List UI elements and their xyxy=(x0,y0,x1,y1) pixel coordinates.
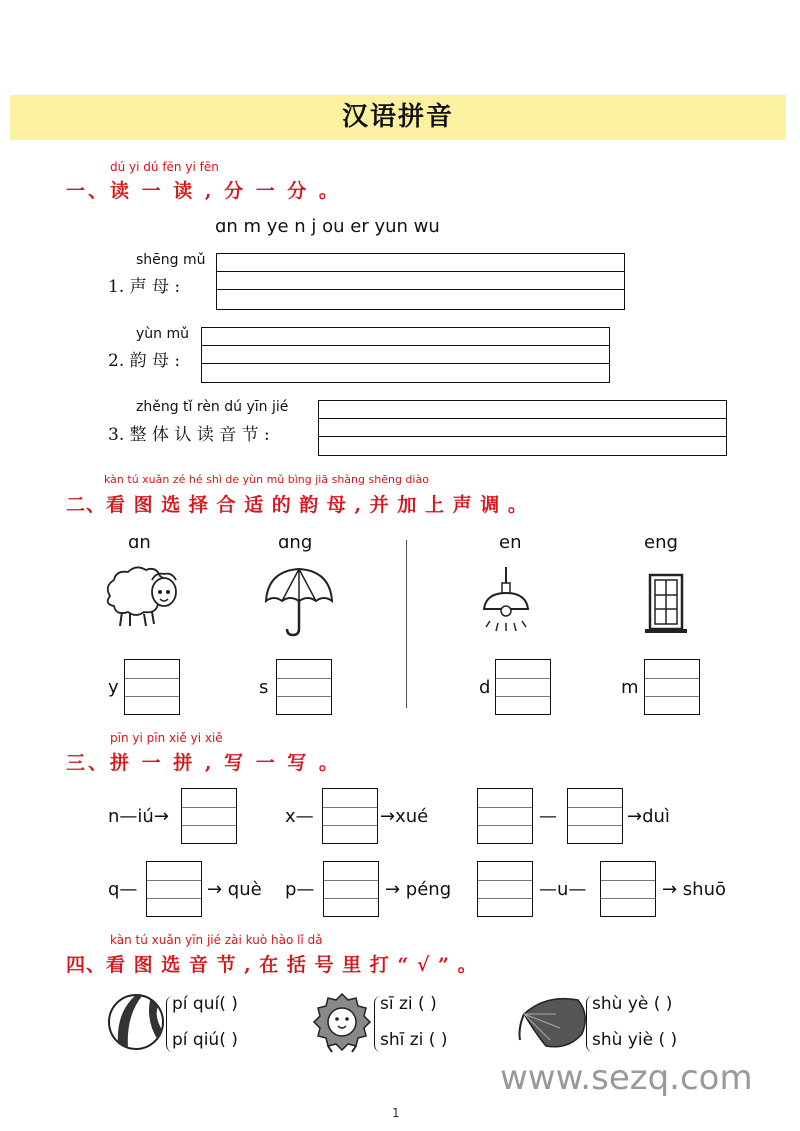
row1-box4[interactable] xyxy=(567,788,623,844)
row1-item1: n—iú→ xyxy=(108,806,169,827)
item2-writing-box[interactable] xyxy=(201,327,610,383)
option-an: ɑn xyxy=(128,532,151,553)
section3-heading: 三、拼 一 拼 , 写 一 写 。 xyxy=(66,752,341,774)
item2-label: 2. 韵 母 : xyxy=(108,351,181,371)
answer-box-s[interactable] xyxy=(276,659,332,715)
initial-d: d xyxy=(479,677,491,698)
item2-pinyin: yùn mǔ xyxy=(136,326,189,342)
answer-box-y[interactable] xyxy=(124,659,180,715)
item3-label: 3. 整 体 认 读 音 节 : xyxy=(108,425,270,445)
option-eng: eng xyxy=(644,532,678,553)
row2-item1: q— xyxy=(108,879,138,900)
initial-m: m xyxy=(621,677,639,698)
section4-heading: 四、看 图 选 音 节 , 在 括 号 里 打 “ √ ” 。 xyxy=(66,954,478,976)
answer-box-d[interactable] xyxy=(495,659,551,715)
watermark: www.sezq.com xyxy=(500,1058,753,1098)
item1-pinyin: shēng mǔ xyxy=(136,252,206,268)
section1-pinyin: dú yi dú fēn yi fēn xyxy=(110,160,219,174)
row2-box1[interactable] xyxy=(146,861,202,917)
answer-box-m[interactable] xyxy=(644,659,700,715)
section1-letters: ɑn m ye n j ou er yun wu xyxy=(215,216,440,237)
lion-option1[interactable]: sī zi ( ) xyxy=(380,994,437,1014)
row1-item3: →xué xyxy=(380,806,429,827)
option-en: en xyxy=(499,532,522,553)
row2-box3[interactable] xyxy=(477,861,533,917)
lamp-icon xyxy=(478,565,534,635)
sheep-icon xyxy=(100,566,186,632)
item3-pinyin: zhěng tǐ rèn dú yīn jié xyxy=(136,399,289,415)
option-ang: ɑng xyxy=(278,532,313,553)
lion-option2[interactable]: shī zi ( ) xyxy=(380,1030,448,1050)
initial-y: y xyxy=(108,677,119,698)
ball-option1[interactable]: pí quí( ) xyxy=(172,994,238,1014)
row2-box4[interactable] xyxy=(600,861,656,917)
row2-item6: → shuō xyxy=(662,879,727,900)
row2-item2: → què xyxy=(207,879,262,900)
row1-box1[interactable] xyxy=(181,788,237,844)
leaf-option1[interactable]: shù yè ( ) xyxy=(592,994,673,1014)
item1-writing-box[interactable] xyxy=(216,253,625,310)
item1-label: 1. 声 母 : xyxy=(108,277,181,297)
row2-item3: p— xyxy=(285,879,315,900)
page-title: 汉语拼音 xyxy=(341,102,454,132)
umbrella-icon xyxy=(262,565,336,637)
door-icon xyxy=(645,573,687,635)
row2-box2[interactable] xyxy=(323,861,379,917)
row2-item5: —u— xyxy=(539,879,587,900)
initial-s: s xyxy=(259,677,269,698)
page-number: 1 xyxy=(392,1106,400,1120)
row1-box2[interactable] xyxy=(322,788,378,844)
section2-heading: 二、看 图 选 择 合 适 的 韵 母 , 并 加 上 声 调 。 xyxy=(66,494,528,516)
row2-item4: → péng xyxy=(385,879,452,900)
section3-pinyin: pīn yi pīn xiě yi xiě xyxy=(110,731,223,745)
ball-icon xyxy=(106,992,166,1052)
leaf-icon xyxy=(516,994,590,1052)
section4-pinyin: kàn tú xuǎn yīn jié zài kuò hào lǐ dǎ xyxy=(110,933,323,947)
section1-heading: 一、读 一 读 , 分 一 分 。 xyxy=(66,180,341,202)
row1-item4: — xyxy=(539,806,557,827)
lion-icon xyxy=(310,990,374,1054)
leaf-option2[interactable]: shù yiè ( ) xyxy=(592,1030,678,1050)
item3-writing-box[interactable] xyxy=(318,400,727,456)
ball-option2[interactable]: pí qiú( ) xyxy=(172,1030,238,1050)
row1-item2: x— xyxy=(285,806,314,827)
row1-box3[interactable] xyxy=(477,788,533,844)
section2-pinyin: kàn tú xuǎn zé hé shì de yùn mǔ bìng jiā shàng shēng diào xyxy=(104,473,429,486)
row1-item5: →duì xyxy=(627,806,670,827)
section2-divider xyxy=(406,540,407,708)
